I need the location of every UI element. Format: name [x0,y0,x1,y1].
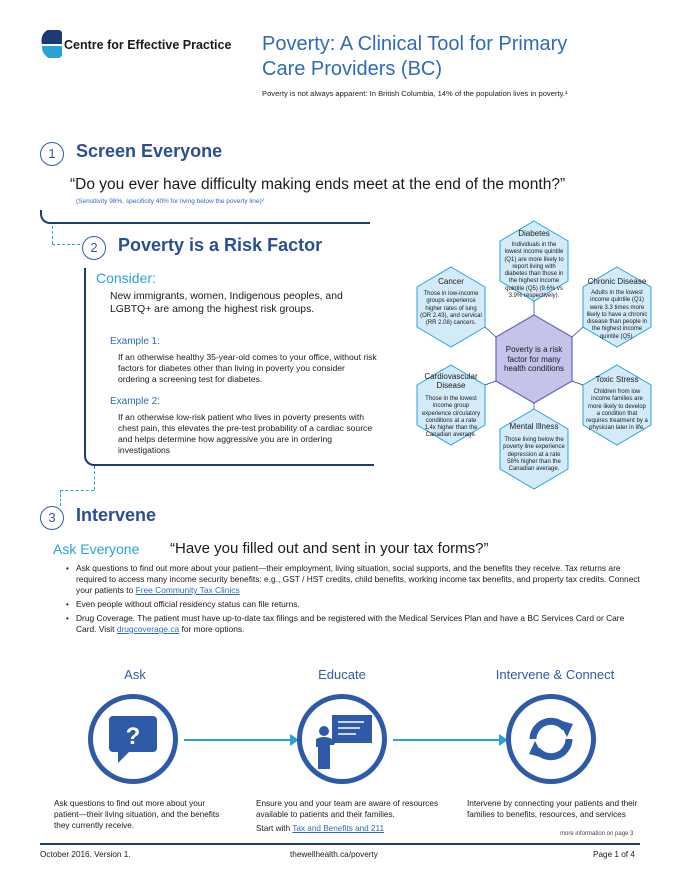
cardiovascular-title: Cardiovascular Disease [424,372,478,390]
tax-clinics-link[interactable]: Free Community Tax Clinics [135,585,240,595]
step-ask-label: Ask [124,667,146,682]
diabetes-text: Individuals in the lowest income quintile (Q1) are more likely to report living with diabetes than those in the highest income quintile (Q5) (9.6% vs 3.9% respectively). [504,242,564,300]
list-item: • Even people without official residency status can file returns. [66,599,646,610]
section-1-heading: Screen Everyone [76,141,223,161]
tax-question: “Have you filled out and sent in your tax forms?” [170,540,489,557]
connector-dash [94,466,95,490]
consider-heading: Consider: [96,270,156,286]
example-1-title: Example 1: [110,336,161,347]
question-bubble-icon [106,713,160,765]
mental-illness-text: Those living below the poverty line experience depression at a rate 58% higher than the Canadian average. [503,437,565,473]
section-2-side-rule [84,268,86,454]
example-2-text: If an otherwise low-risk patient who lives in poverty presents with chest pain, this elevates the pre-test probability of a cardiac source and helps determine how aggressive you are in ordering investigations [118,412,373,455]
screen-question: “Do you ever have difficulty making ends meet at the end of the month?” [70,176,566,193]
consider-text: New immigrants, women, Indigenous peoples, and LGBTQ+ are among the highest risk groups. [110,291,343,315]
cancer-title: Cancer [438,277,464,286]
step-educate-label: Educate [318,667,366,682]
footer-url[interactable]: thewellhealth.ca/poverty [290,850,378,859]
connector-dash [60,490,61,506]
document-title [262,32,662,82]
step-connect-label: Intervene & Connect [495,667,615,682]
step-educate-text: Ensure you and your team are aware of resources available to patients and their families. [256,799,439,819]
intro-text: Poverty is not always apparent: In British Columbia, 14% of the population lives in poverty.¹ [262,89,568,98]
diabetes-title: Diabetes [518,229,550,238]
cep-logo-icon [40,30,62,58]
section-2-number: 2 [82,236,106,260]
section-3-heading: Intervene [76,505,157,525]
title-line-2: Care Providers (BC) [262,58,443,80]
step-connect-text: Intervene by connecting your patients and their families to benefits, resources, and services [467,799,638,819]
connector-dash [60,490,94,491]
chronic-disease-text: Adults in the lowest income quintile (Q1) were 3.3 times more likely to have a chronic disease than people in the highest income quintile (Q5). [586,290,648,340]
footer-page: Page 1 of 4 [593,850,635,859]
tax-benefits-link[interactable]: Tax and Benefits and 211 [292,824,385,833]
teacher-board-icon [310,707,376,773]
connector-dash [52,226,53,244]
org-name: Centre for Effective Practice [64,38,232,52]
toxic-stress-title: Toxic Stress [595,375,639,384]
cardiovascular-text: Those in the lowest income group experience circulatory conditions at a rate 1.4x higher than the Canadian average. [421,396,481,439]
center-text: Poverty is a risk factor for many health conditions [503,345,565,373]
title-line-1: Poverty: A Clinical Tool for Primary [262,33,568,55]
section-3-number: 3 [40,506,64,530]
svg-text:?: ? [125,723,141,750]
cancer-text: Those in low-income groups experience higher rates of lung (OR 2.43), and cervical (RR 2.08) cancers. [420,291,482,327]
step-educate-start: Start with Tax and Benefits and 211 [256,824,385,833]
step-ask-text: Ask questions to find out more about your patient—their living situation, and the benefits they currently receive. [54,799,220,830]
section-2-rule [84,452,374,466]
example-1-text: If an otherwise healthy 35-year-old comes to your office, without risk factors for diabetes other than living in poverty you consider ordering a screening test for diabetes. [118,352,377,384]
mental-illness-title: Mental Illness [509,422,559,431]
chronic-disease-title: Chronic Disease [587,277,647,286]
toxic-stress-text: Children from low income families are more likely to develop a condition that requires treatment by a physician later in life. [586,389,648,432]
arrow-educate-connect [393,739,501,741]
footer-date: October 2016. Version 1. [40,850,131,859]
section-1-number: 1 [40,142,64,166]
drugcoverage-link[interactable]: drugcoverage.ca [116,624,180,634]
ask-everyone-heading: Ask Everyone [53,541,140,557]
list-item: • Ask questions to find out more about your patient—their employment, living situation, social supports, and the benefits they receive. Tax returns are required to access many income security benefits: e.g., GST / HST credits, child benefits, working income tax benefits, and property tax credits. Connect your patients to Free Community Tax Clinics [66,563,646,596]
arrow-ask-educate [184,739,292,741]
intervene-bullets [66,563,646,638]
footer-rule [40,843,640,845]
example-2-title: Example 2: [110,396,161,407]
more-info-note: more information on page 3 [560,831,634,837]
refresh-cycle-icon [524,712,578,766]
section-2-heading: Poverty is a Risk Factor [118,235,323,255]
list-item: • Drug Coverage. The patient must have up-to-date tax filings and be registered with the Medical Services Plan and have a BC Services Card or Care Card. Visit drugcoverage.ca for more options. [66,613,646,635]
screen-note: (Sensitivity 98%, specificity 40% for living below the poverty line)² [76,198,264,205]
connector-dash [52,244,80,245]
section-1-rule [40,210,370,224]
